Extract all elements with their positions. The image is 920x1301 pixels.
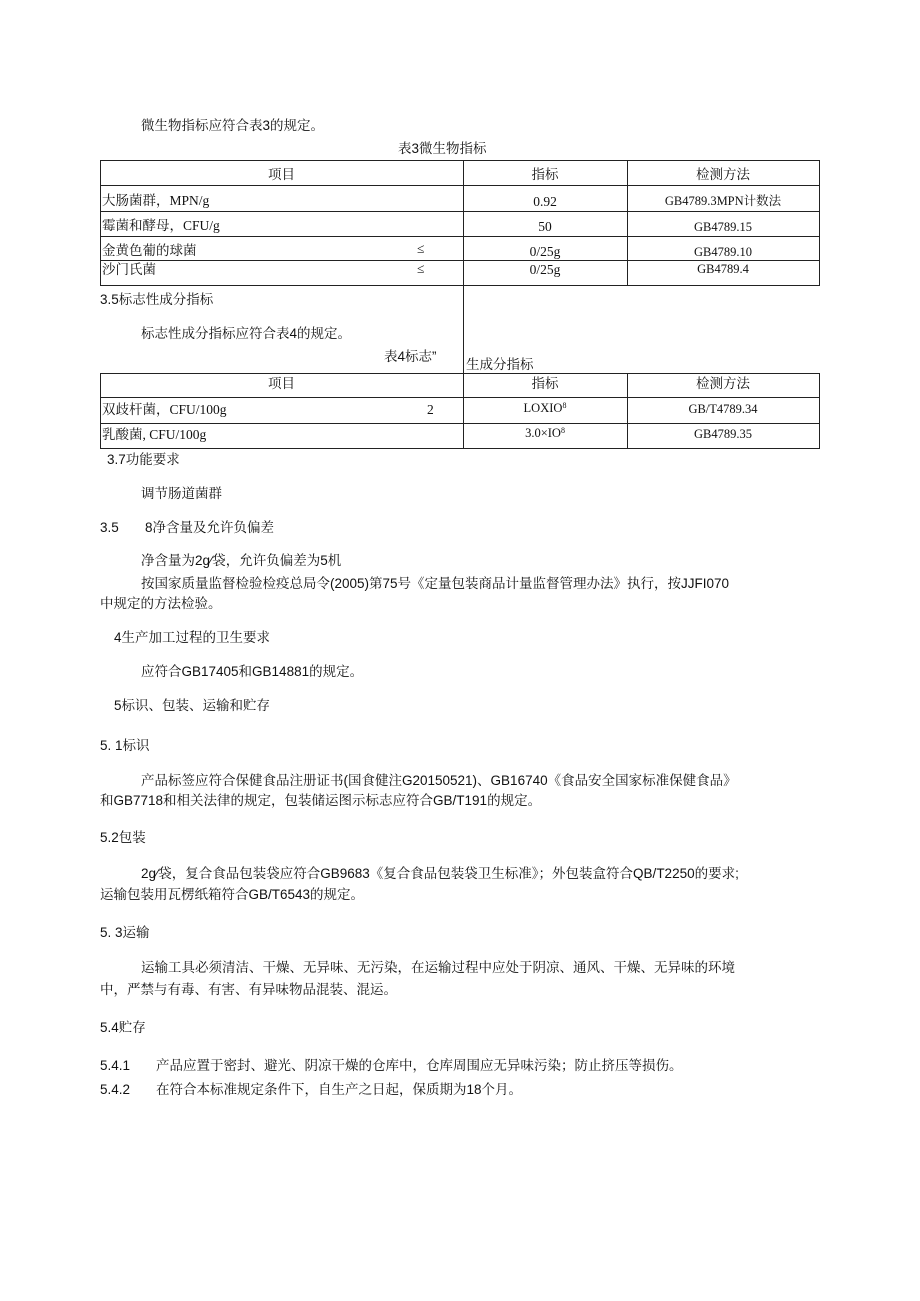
net-content-paragraph-2: 中规定的方法检验。 — [100, 596, 222, 611]
table3-cell-value: 50 — [538, 219, 552, 234]
table4-cell-op: 2 — [427, 402, 434, 417]
intro-text: 微生物指标应符合表3的规定。 — [141, 118, 325, 133]
section-5-2-heading: 5.2包装 — [100, 830, 146, 845]
packaging-paragraph-2: 运输包装用瓦楞纸箱符合GB/T6543的规定。 — [100, 887, 365, 902]
table4-cell-item: 乳酸菌, CFU/100g — [102, 427, 207, 442]
net-content-paragraph-1: 按国家质量监督检验检疫总局令(2005)第75号《定量包装商品计量监督管理办法》执行，按JJFI070 — [141, 576, 730, 591]
section-5-4-heading: 5.4贮存 — [100, 1020, 146, 1035]
table4-cell-value-exp: 8 — [560, 426, 565, 435]
table4-cell-value-exp: 8 — [562, 401, 567, 410]
table4-cell-item: 双歧杆菌，CFU/100g — [102, 402, 227, 417]
section-5-4-1-number: 5.4.1 — [100, 1058, 131, 1073]
table3-cell-method: GB4789.3MPN计数法 — [664, 194, 782, 208]
table3-cell-method: GB4789.15 — [694, 220, 752, 234]
table3-header-item: 项目 — [268, 167, 295, 182]
table3-header-method: 检测方法 — [696, 167, 750, 182]
table3-cell-op: ≤ — [417, 241, 425, 256]
table3-cell-method: GB4789.4 — [697, 262, 749, 276]
table3-cell-item: 金黄色葡的球菌 — [102, 243, 197, 258]
table3-cell-item: 大肠菌群，MPN/g — [102, 193, 210, 208]
net-content-line: 净含量为2g∕袋，允许负偏差为5机 — [141, 553, 342, 568]
section-3-5-text: 标志性成分指标应符合表4的规定。 — [141, 326, 352, 341]
table4-header-method: 检测方法 — [696, 376, 750, 391]
transport-paragraph-2: 中，严禁与有毒、有害、有异味物品混装、混运。 — [100, 982, 397, 997]
packaging-paragraph-1: 2g∕袋，复合食品包装袋应符合GB9683《复合食品包装袋卫生标准》；外包装盒符合QB/T2250的要求; — [141, 866, 739, 881]
section-3-5-heading: 3.5标志性成分指标 — [100, 292, 214, 307]
section-5-heading: 5标识、包装、运输和贮存 — [114, 698, 271, 713]
transport-paragraph-1: 运输工具必须清洁、干燥、无异味、无污染，在运输过程中应处于阴凉、通风、干燥、无异味的环境 — [141, 960, 735, 975]
table4-cell-value-base: LOXIO — [523, 401, 563, 415]
table3-caption: 表3微生物指标 — [398, 141, 487, 156]
section-3-8-title: 8净含量及允许负偏差 — [145, 520, 275, 535]
section-5-1-heading: 5. 1标识 — [100, 738, 150, 753]
table3-header-value: 指标 — [531, 167, 559, 182]
section-3-8-number: 3.5 — [100, 520, 119, 535]
table3-cell-item: 霉菌和酵母，CFU/g — [102, 218, 220, 233]
table3-cell-value: 0/25g — [529, 244, 561, 259]
table4-cell-value — [463, 400, 627, 416]
label-paragraph-1: 产品标签应符合保健食品注册证书(国食健注G20150521)、GB16740《食品安全国家标准保健食品》 — [141, 773, 737, 788]
table4-cell-value — [463, 425, 627, 441]
table3-cell-item: 沙门氏菌 — [102, 262, 156, 277]
section-5-4-2-number: 5.4.2 — [100, 1082, 131, 1097]
table3-cell-op: ≤ — [417, 261, 425, 276]
table4-caption-right: 生成分指标 — [466, 357, 534, 372]
section-5-4-1-text: 产品应置于密封、避光、阴凉干燥的仓库中，仓库周围应无异味污染；防止挤压等损伤。 — [156, 1058, 683, 1073]
table4-header-value: 指标 — [531, 376, 559, 391]
section-4-text: 应符合GB17405和GB14881的规定。 — [141, 664, 364, 679]
table3-cell-value: 0.92 — [533, 194, 557, 209]
section-5-3-heading: 5. 3运输 — [100, 925, 150, 940]
section-3-7-text: 调节肠道菌群 — [141, 486, 222, 501]
label-paragraph-2: 和GB7718和相关法律的规定，包装储运图示标志应符合GB/T191的规定。 — [100, 793, 542, 808]
table3-cell-value: 0/25g — [529, 262, 561, 277]
section-4-heading: 4生产加工过程的卫生要求 — [114, 630, 271, 645]
table4-cell-method: GB/T4789.34 — [688, 402, 758, 416]
table4-header-item: 项目 — [268, 376, 295, 391]
section-5-4-2-text: 在符合本标准规定条件下，自生产之日起，保质期为18个月。 — [156, 1082, 523, 1097]
table3-cell-method: GB4789.10 — [694, 245, 752, 259]
table4-cell-value-base: 3.0×IO — [525, 426, 561, 440]
table4-caption-left: 表4标志” — [384, 349, 437, 364]
table4-cell-method: GB4789.35 — [694, 427, 752, 441]
section-3-7-heading: 3.7功能要求 — [107, 452, 180, 467]
